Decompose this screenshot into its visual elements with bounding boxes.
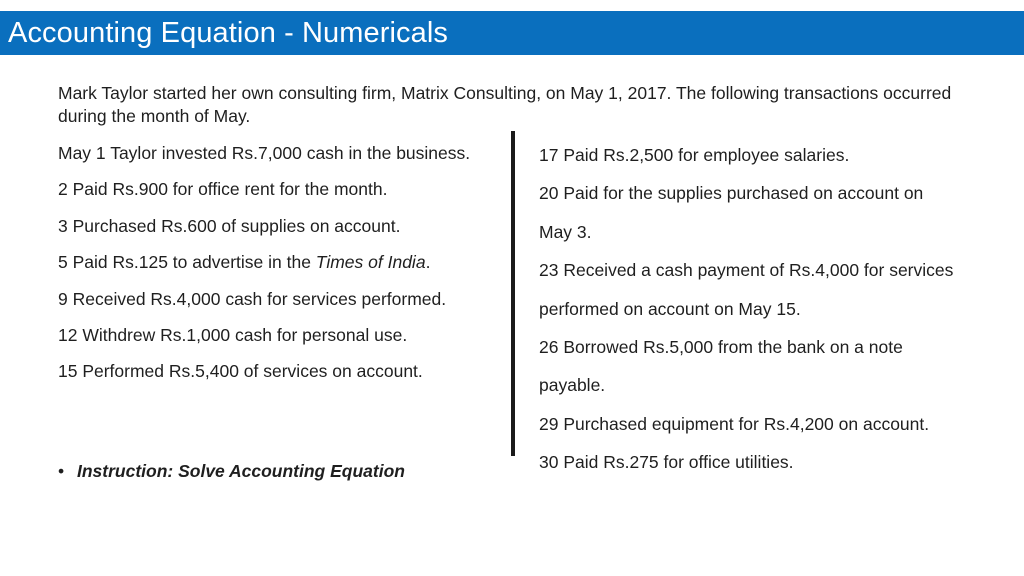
intro-paragraph: Mark Taylor started her own consulting firm, Matrix Consulting, on May 1, 2017. The following transactions occurred during the month of May.	[58, 83, 952, 126]
transaction-line: 2 Paid Rs.900 for office rent for the month.	[58, 179, 388, 200]
transaction-line: 9 Received Rs.4,000 cash for services performed.	[58, 288, 447, 309]
transaction-line: payable.	[539, 375, 606, 396]
transaction-line: 20 Paid for the supplies purchased on account on	[539, 183, 924, 204]
transaction-line: performed on account on May 15.	[539, 298, 801, 319]
instruction-text: Instruction: Solve Accounting Equation	[77, 461, 405, 481]
transaction-line: 30 Paid Rs.275 for office utilities.	[539, 452, 794, 473]
right-transactions-column	[539, 143, 1009, 489]
transaction-line: May 3.	[539, 221, 592, 242]
transaction-line: 15 Performed Rs.5,400 of services on account.	[58, 361, 423, 382]
transaction-line: 12 Withdrew Rs.1,000 cash for personal use.	[58, 324, 408, 345]
transaction-line: 3 Purchased Rs.600 of supplies on account.	[58, 215, 401, 236]
transaction-line: 29 Purchased equipment for Rs.4,200 on account.	[539, 413, 930, 434]
instruction-bullet	[58, 459, 405, 483]
transaction-line	[58, 250, 510, 286]
transaction-text: 5 Paid Rs.125 to advertise in the	[58, 252, 316, 273]
column-divider	[511, 131, 515, 456]
left-transactions-column	[58, 141, 510, 396]
title-bar	[0, 11, 1024, 55]
slide-title: Accounting Equation - Numericals	[8, 17, 449, 49]
transaction-line: 26 Borrowed Rs.5,000 from the bank on a note	[539, 336, 903, 357]
transaction-text-end: .	[425, 252, 431, 273]
transaction-line: 17 Paid Rs.2,500 for employee salaries.	[539, 145, 850, 165]
newspaper-name: Times of India	[315, 252, 426, 273]
transaction-line: May 1 Taylor invested Rs.7,000 cash in the business.	[58, 143, 471, 163]
bullet-icon: •	[58, 461, 65, 481]
transaction-line: 23 Received a cash payment of Rs.4,000 for services	[539, 260, 954, 281]
